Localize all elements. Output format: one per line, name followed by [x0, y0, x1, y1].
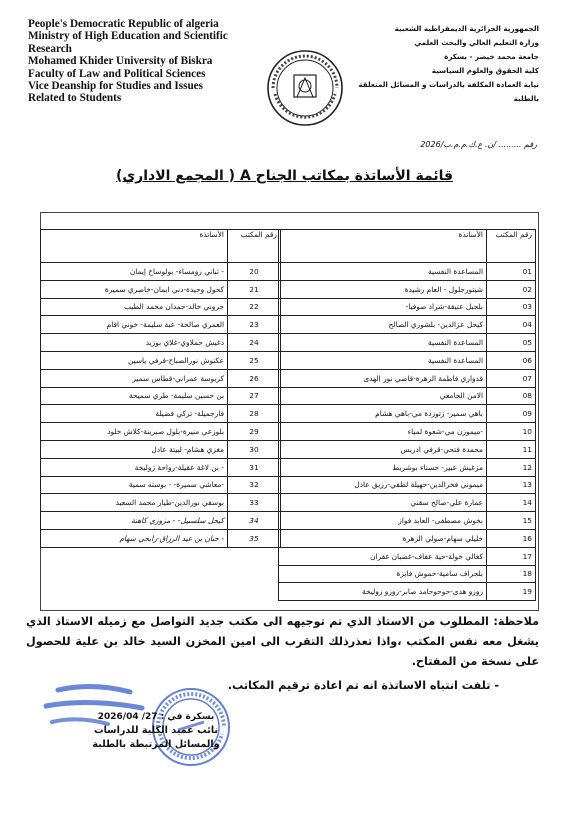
signature-block [56, 710, 256, 752]
offices-table-right [278, 229, 536, 601]
signature-title-line2: والمسائل المرتبطة بالطلبة [92, 739, 220, 750]
office-number-cell: 16 [487, 529, 536, 547]
table-row [41, 529, 281, 547]
table-row [41, 351, 281, 369]
teachers-cell: العمري صالحة- عبة سليمة- خوني اقام [41, 316, 228, 334]
teachers-cell: شيتورجلول - العام رشيدة [279, 280, 487, 298]
office-number-cell: 08 [487, 387, 536, 405]
office-number-cell: 32 [228, 476, 281, 494]
office-number-cell: 29 [228, 423, 281, 441]
office-number-cell: 10 [487, 423, 536, 441]
header-arabic [339, 22, 539, 106]
note-main-text: ملاحظة: المطلوب من الاستاذ الذي تم توجيهه الى مكتب جديد التواصل مع زميله الاستاذ الذي يشغل معه نفس المكتب ،واذا تعذرذلك التقرب الى امين المخزن السيد خالد بن علية للحصول على نسخة من المفتاح. [26, 615, 539, 668]
office-number-cell: 05 [487, 334, 536, 352]
signature-date: بسكرة في : 27/ 2026/04 [97, 712, 215, 722]
office-number-cell: 03 [487, 298, 536, 316]
table-row [41, 405, 281, 423]
table-row [41, 494, 281, 512]
teachers-cell: قدواري فاطمة الزهرة-قاضي نور الهدى [279, 369, 487, 387]
teachers-cell: كغالي خولة-حية عفاف-غضبان غفران [279, 547, 487, 565]
office-number-cell: 06 [487, 351, 536, 369]
header-en-line: People's Democratic Republic of algeria [28, 18, 219, 30]
office-number-cell: 07 [487, 369, 536, 387]
reference-number: رقم ......... /ن. ع.ك.م.م.ب/2026 [420, 140, 537, 149]
office-number-cell: 24 [228, 334, 281, 352]
table-row [279, 512, 536, 530]
teachers-cell: - حنان بن عبد الرزاق-رابحي سهام [41, 529, 228, 547]
table-row [41, 476, 281, 494]
table-row [41, 316, 281, 334]
table-row [279, 351, 536, 369]
office-number-cell: 22 [228, 298, 281, 316]
document-title-text: قائمة الأساتذة بمكاتب الجناح A ( المجمع الاداري) [115, 168, 454, 184]
office-number-cell: 01 [487, 263, 536, 281]
table-row [279, 476, 536, 494]
teachers-cell: كيحل عزالدين- بلشوري الصالح [279, 316, 487, 334]
header-ar-line: كلية الحقوق والعلوم السياسية [431, 66, 539, 75]
office-number-cell: 17 [487, 547, 536, 565]
table-row [279, 529, 536, 547]
table-row [279, 494, 536, 512]
teachers-cell: -معاشي سميرة- - بوسته سمية [41, 476, 228, 494]
header-en-line: Mohamed Khider University of Biskra [28, 55, 213, 68]
table-row [41, 263, 281, 281]
table-row [279, 263, 536, 281]
office-number-cell: 35 [228, 529, 281, 547]
table-row [41, 280, 281, 298]
header-en-line: Research [28, 42, 72, 55]
header-ar-line: جامعة محمد خيضر - بسكرة [444, 52, 539, 61]
office-number-cell: 31 [228, 458, 281, 476]
office-number-cell: 14 [487, 494, 536, 512]
header-ar-line: بالطلبة [513, 94, 539, 103]
office-number-cell: 09 [487, 405, 536, 423]
office-number-cell: 04 [487, 316, 536, 334]
table-row [279, 369, 536, 387]
teachers-cell: كربوسة عمراني-قطاس سمير [41, 369, 228, 387]
teachers-cell: بلجبل عتيقة-شراد صوفيا- [279, 298, 487, 316]
teachers-cell: بخوش مصطفى- العابد فواز [279, 512, 487, 530]
teachers-cell: - ثباني رومساء- بولوساخ إيمان [41, 263, 228, 281]
table-row [41, 458, 281, 476]
office-number-cell: 11 [487, 440, 536, 458]
teachers-cell: - بن لاغة عقيلة-رواحة زوليخة [41, 458, 228, 476]
teachers-cell: فارجميلة- تركي فضيلة [41, 405, 228, 423]
teachers-cell: دغيش حملاوي-غلاي بوزيد [41, 334, 228, 352]
header-en-line: Faculty of Law and Political Sciences [28, 67, 206, 80]
table-row [279, 547, 536, 565]
table-row [41, 387, 281, 405]
table-row [279, 405, 536, 423]
document-title [0, 168, 569, 184]
office-number-cell: 20 [228, 263, 281, 281]
teachers-cell: المساعدة النفسية [279, 263, 487, 281]
table-row [279, 387, 536, 405]
teachers-cell: ميموني فخرالدين-حهيلة لطفي-رزيق عادل [279, 476, 487, 494]
office-number-cell: 02 [487, 280, 536, 298]
teachers-cell: بلوزعي منيرة-بلول صبرينة-كلاش خلود [41, 423, 228, 441]
office-number-cell: 28 [228, 405, 281, 423]
col-header-office-number: رقم المكتب [487, 230, 536, 263]
teachers-cell: كيحل سلسبيل- - مزوزي كاهنة [41, 512, 228, 530]
university-seal-logo [265, 48, 345, 128]
offices-table-left [40, 229, 281, 548]
table-row [279, 565, 536, 583]
office-number-cell: 33 [228, 494, 281, 512]
table-row [279, 334, 536, 352]
table-row [41, 440, 281, 458]
header-ar-line: الجمهورية الجزائرية الديمقراطية الشعبية [394, 24, 539, 33]
office-number-cell: 12 [487, 458, 536, 476]
office-number-cell: 23 [228, 316, 281, 334]
note-bullet: - تلفت انتباه الاساتذة انه تم اعادة ترقيم المكاتب. [227, 679, 499, 692]
table-row [41, 512, 281, 530]
header-en-line: Related to Students [28, 92, 122, 105]
teachers-cell: محمدة فتحي-قرفي ادريس [279, 440, 487, 458]
teachers-cell: كحول وحيدة-دني ايمان-خاصري سميرة [41, 280, 228, 298]
table-header-row [279, 230, 536, 263]
col-header-teachers: الأساتذة [41, 230, 228, 263]
teachers-cell: عمارة علي-صالح سقني [279, 494, 487, 512]
table-row [279, 458, 536, 476]
office-number-cell: 21 [228, 280, 281, 298]
header-en-line: Ministry of High Education and Scientific [28, 30, 228, 43]
office-number-cell: 15 [487, 512, 536, 530]
table-row [279, 316, 536, 334]
table-row [279, 583, 536, 601]
office-number-cell: 34 [228, 512, 281, 530]
teachers-cell: مغزي هشام- لبيتة عادل [41, 440, 228, 458]
header-english [28, 18, 268, 105]
table-row [279, 440, 536, 458]
teachers-cell: الامن الجامعي [279, 387, 487, 405]
office-number-cell: 25 [228, 351, 281, 369]
table-row [41, 334, 281, 352]
teachers-cell: باهي سمير- زتوزدة مي-باهي هشام [279, 405, 487, 423]
office-number-cell: 13 [487, 476, 536, 494]
header-ar-line: وزارة التعليم العالي والبحث العلمي [414, 38, 539, 47]
table-row [41, 423, 281, 441]
table-row [279, 280, 536, 298]
teachers-cell: جروني خالد-حمدان محمد الطيب [41, 298, 228, 316]
table-row [41, 369, 281, 387]
office-number-cell: 30 [228, 440, 281, 458]
teachers-cell: بلجراف سامية-حموش فايزة [279, 565, 487, 583]
office-number-cell: 26 [228, 369, 281, 387]
table-row [279, 423, 536, 441]
teachers-cell: المساعدة النفسية [279, 351, 487, 369]
teachers-cell: بن حسين سليمة- طري سميحة [41, 387, 228, 405]
teachers-cell: زوزو هدى-حوحوحامد صابر-زوزو زوليخة [279, 583, 487, 601]
teachers-cell: -ميموزن مي-شعوة لمياء [279, 423, 487, 441]
office-number-cell: 18 [487, 565, 536, 583]
office-number-cell: 27 [228, 387, 281, 405]
header-en-line: Vice Deanship for Studies and Issues [28, 80, 203, 93]
table-row [279, 298, 536, 316]
teachers-cell: بوسفي نورالدين-طيار محمد السعيد [41, 494, 228, 512]
col-header-teachers: الأساتذة [279, 230, 487, 263]
table-header-row [41, 230, 281, 263]
office-number-cell: 19 [487, 583, 536, 601]
col-header-office-number: رقم المكتب [228, 230, 281, 263]
teachers-cell: خليلي سهام-صولي الزهرة [279, 529, 487, 547]
header-ar-line: نيابة العمادة المكلفة بالدراسات و المسائل المتعلقة [358, 80, 539, 89]
table-row [41, 298, 281, 316]
teachers-cell: المساعدة النفسية [279, 334, 487, 352]
teachers-cell: مزغيش عبير- حسناء بوشريط [279, 458, 487, 476]
teachers-cell: عكنوش نورالصباح-قرفي ياسين [41, 351, 228, 369]
signature-title-line1: نائب عميد الكلية للدراسات [93, 725, 219, 736]
